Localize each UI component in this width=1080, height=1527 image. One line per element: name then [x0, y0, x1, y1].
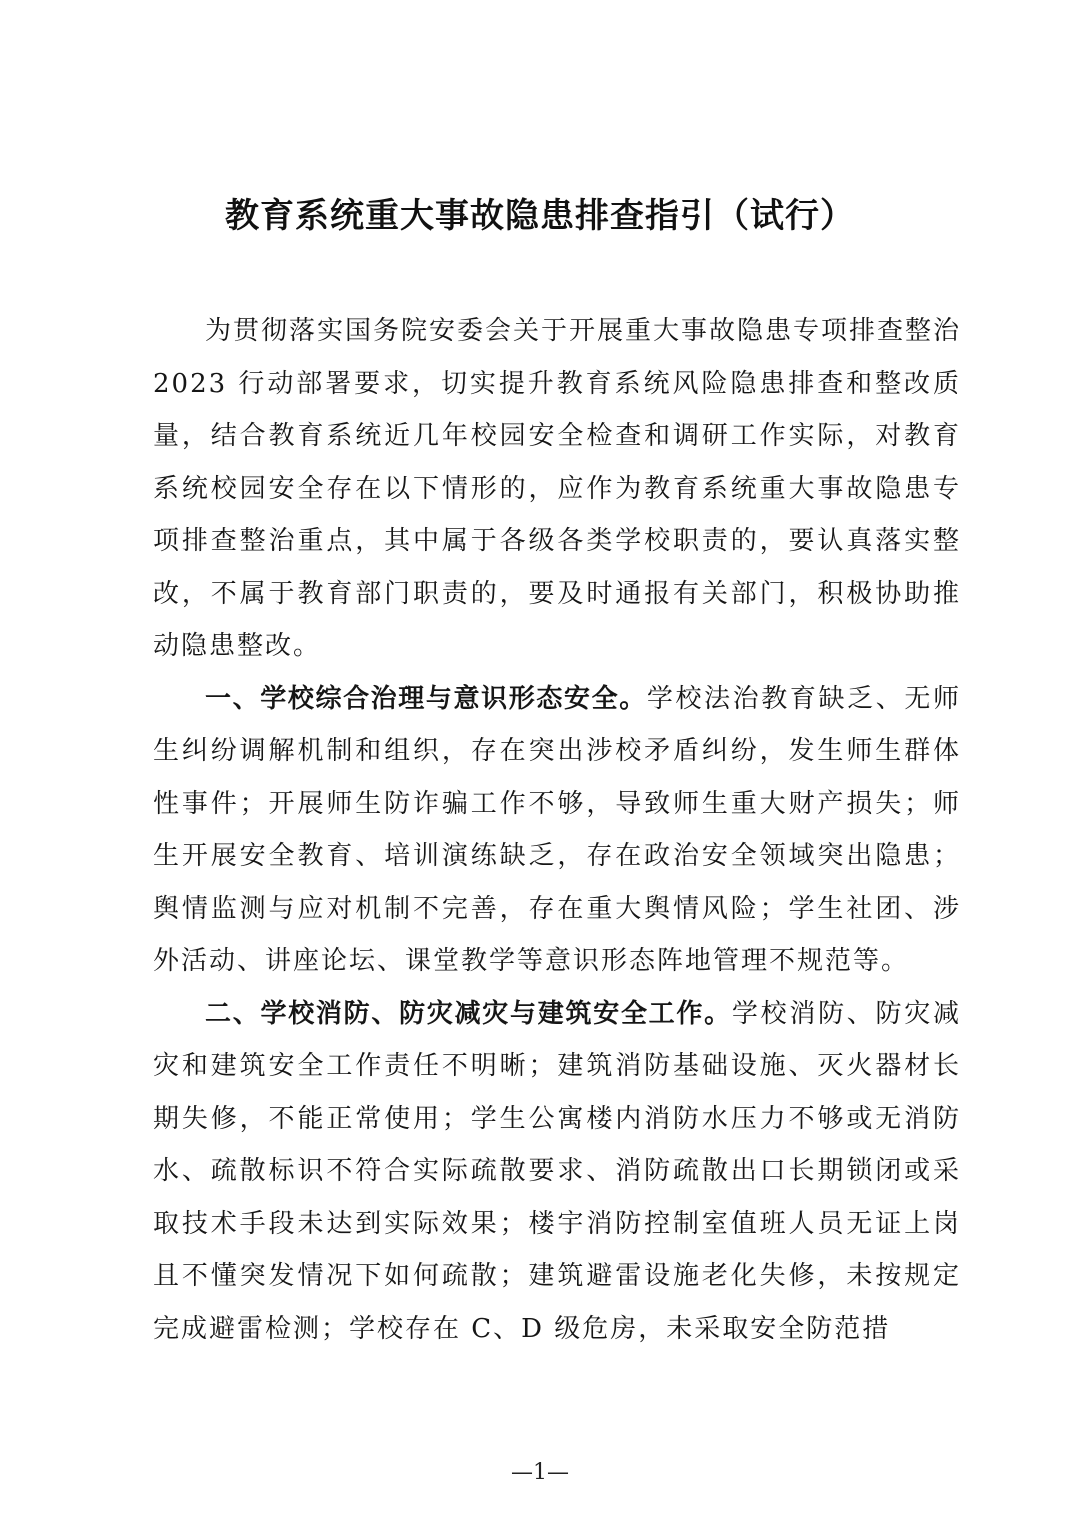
- section-2-heading: 二、学校消防、防灾减灾与建筑安全工作。: [205, 998, 732, 1029]
- section-1-paragraph: [153, 673, 961, 988]
- section-1-heading: 一、学校综合治理与意识形态安全。: [205, 683, 647, 714]
- section-2-paragraph: [153, 988, 961, 1356]
- section-1-body: 学校法治教育缺乏、无师生纠纷调解机制和组织，存在突出涉校矛盾纠纷，发生师生群体性事件；开展师生防诈骗工作不够，导致师生重大财产损失；师生开展安全教育、培训演练缺乏，存在政治安全领域突出隐患；舆情监测与应对机制不完善，存在重大舆情风险；学生社团、涉外活动、讲座论坛、课堂教学等意识形态阵地管理不规范等。: [153, 683, 961, 976]
- document-title: 教育系统重大事故隐患排查指引（试行）: [225, 196, 855, 236]
- document-body: [153, 305, 961, 1355]
- page-number: —1—: [511, 1460, 569, 1485]
- intro-paragraph: 为贯彻落实国务院安委会关于开展重大事故隐患专项排查整治 2023 行动部署要求，切实提升教育系统风险隐患排查和整改质量，结合教育系统近几年校园安全检查和调研工作实际，对教育系统校园安全存在以下情形的，应作为教育系统重大事故隐患专项排查整治重点，其中属于各级各类学校职责的，要认真落实整改，不属于教育部门职责的，要及时通报有关部门，积极协助推动隐患整改。: [153, 316, 962, 661]
- section-2-body: 学校消防、防灾减灾和建筑安全工作责任不明晰；建筑消防基础设施、灭火器材长期失修，不能正常使用；学生公寓楼内消防水压力不够或无消防水、疏散标识不符合实际疏散要求、消防疏散出口长期锁闭或采取技术手段未达到实际效果；楼宇消防控制室值班人员无证上岗且不懂突发情况下如何疏散；建筑避雷设施老化失修，未按规定完成避雷检测；学校存在 C、D 级危房，未采取安全防范措: [153, 998, 961, 1344]
